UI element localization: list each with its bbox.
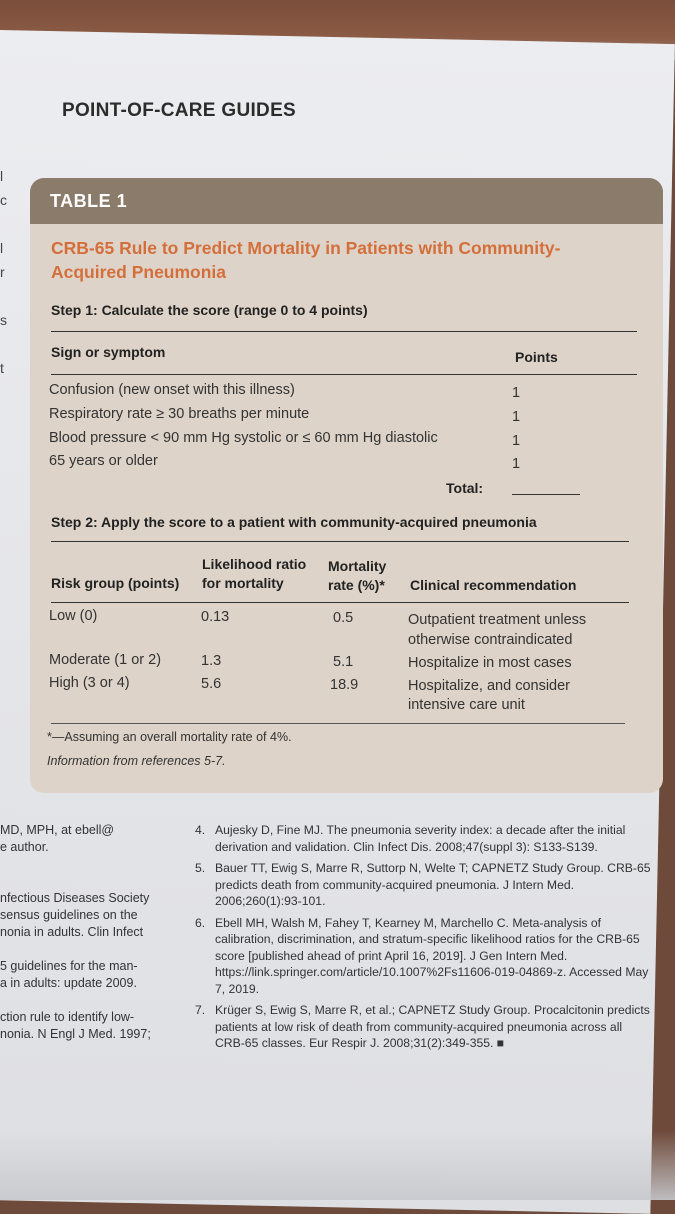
- col-header-line: rate (%)*: [328, 577, 385, 593]
- col-clinical-recommendation: Clinical recommendation: [410, 577, 577, 593]
- margin-fragment: r: [0, 264, 5, 280]
- margin-fragment: [0, 336, 20, 360]
- left-fragment-line: [0, 856, 180, 873]
- divider: [51, 602, 629, 603]
- left-fragment-line: sensus guidelines on the: [0, 908, 138, 922]
- table-source: Information from references 5-7.: [47, 754, 226, 768]
- lr-value: 5.6: [201, 676, 222, 692]
- left-fragment-line: ction rule to identify low-: [0, 1010, 135, 1024]
- sign-age: 65 years or older: [49, 453, 158, 469]
- left-fragment-line: [0, 941, 180, 958]
- left-fragment-line: MD, MPH, at ebell@: [0, 823, 115, 837]
- left-column-fragments: [0, 822, 180, 1043]
- sign-blood-pressure: Blood pressure < 90 mm Hg systolic or ≤ 60 mm Hg diastolic: [49, 430, 438, 446]
- table-title-line: CRB-65 Rule to Predict Mortality in Patients with Community-: [51, 238, 561, 258]
- reference-number: 6.: [195, 915, 206, 930]
- points-value: 1: [512, 433, 521, 449]
- divider: [51, 723, 625, 724]
- risk-moderate: Moderate (1 or 2): [49, 652, 162, 668]
- left-fragment-line: nonia in adults. Clin Infect: [0, 925, 144, 939]
- margin-fragment: [0, 288, 20, 312]
- lr-value: 1.3: [201, 653, 222, 669]
- col-mortality-rate: [328, 557, 386, 595]
- divider: [51, 331, 637, 332]
- risk-high: High (3 or 4): [49, 675, 130, 691]
- table-title: [51, 236, 651, 284]
- col-likelihood-ratio: [202, 555, 306, 593]
- points-value: 1: [512, 456, 521, 472]
- col-sign-or-symptom: Sign or symptom: [51, 344, 166, 360]
- lr-value: 0.13: [201, 609, 230, 625]
- table-footnote: *—Assuming an overall mortality rate of 4%.: [47, 730, 292, 744]
- step1-heading: Step 1: Calculate the score (range 0 to 4 points): [51, 302, 368, 318]
- reference-text: Bauer TT, Ewig S, Marre R, Suttorp N, Welte T; CAPNETZ Study Group. CRB-65 predicts death from community-acquired pneumonia. J Intern Med. 2006;260(1):93-101.: [215, 861, 651, 908]
- reference-text: Ebell MH, Walsh M, Fahey T, Kearney M, Marchello C. Meta-analysis of calibration, discrimination, and stratum-specific likelihood ratios for the CRB-65 score [published ahead of print April 16, 2019]. J Gen Intern Med. https://link.springer.com/article/10.1007%2Fs11606-019-04869-z. Accessed May 7, 2019.: [215, 915, 649, 996]
- sign-respiratory-rate: Respiratory rate ≥ 30 breaths per minute: [49, 406, 310, 422]
- margin-fragment: [0, 216, 20, 240]
- references-list: [195, 822, 655, 1057]
- risk-low: Low (0): [49, 608, 98, 624]
- col-header-line: Likelihood ratio: [202, 556, 307, 572]
- mortality-value: 0.5: [333, 610, 354, 626]
- left-fragment-line: nonia. N Engl J Med. 1997;: [0, 1027, 151, 1041]
- col-points: Points: [515, 349, 558, 365]
- section-header: POINT-OF-CARE GUIDES: [62, 100, 297, 121]
- left-fragment-line: [0, 992, 180, 1009]
- left-margin-fragments: [0, 168, 20, 384]
- left-fragment-line: a in adults: update 2009.: [0, 976, 137, 990]
- reference-text: Aujesky D, Fine MJ. The pneumonia severity index: a decade after the initial derivation and validation. Clin Infect Dis. 2008;47(suppl 3): S133-S139.: [215, 823, 626, 854]
- table-title-line: Acquired Pneumonia: [51, 262, 227, 282]
- points-value: 1: [512, 409, 521, 425]
- recommendation-line: intensive care unit: [408, 697, 525, 713]
- reference-item: [195, 1002, 655, 1052]
- margin-fragment: l: [0, 168, 4, 184]
- step2-heading: Step 2: Apply the score to a patient with community-acquired pneumonia: [51, 514, 537, 530]
- total-blank-line: [512, 494, 580, 495]
- col-header-line: for mortality: [202, 575, 284, 591]
- margin-fragment: t: [0, 360, 4, 376]
- reference-number: 5.: [195, 861, 206, 875]
- sign-confusion: Confusion (new onset with this illness): [49, 382, 295, 398]
- reference-number: 7.: [195, 1003, 206, 1017]
- crb65-table: [30, 178, 663, 793]
- table-label: TABLE 1: [30, 178, 663, 224]
- left-fragment-line: 5 guidelines for the man-: [0, 959, 138, 973]
- total-label: Total:: [446, 480, 484, 496]
- reference-item: [195, 915, 655, 998]
- mortality-value: 5.1: [333, 654, 354, 670]
- reference-text: Krüger S, Ewig S, Marre R, et al.; CAPNETZ Study Group. Procalcitonin predicts patients at low risk of death from community-acquired pneumonia across all CRB-65 classes. Eur Respir J. 2008;31(2):349-355. ■: [215, 1003, 650, 1050]
- margin-fragment: c: [0, 192, 7, 208]
- recommendation-line: Hospitalize, and consider: [408, 678, 571, 694]
- divider: [51, 541, 629, 542]
- reference-item: [195, 860, 655, 910]
- recommendation-line: otherwise contraindicated: [408, 632, 573, 648]
- left-fragment-line: e author.: [0, 840, 49, 854]
- left-fragment-line: nfectious Diseases Society: [0, 891, 150, 905]
- bottom-shadow: [0, 1130, 675, 1200]
- points-value: 1: [512, 385, 521, 401]
- margin-fragment: s: [0, 312, 7, 328]
- mortality-value: 18.9: [330, 677, 359, 693]
- col-header-line: Mortality: [328, 558, 387, 574]
- col-risk-group: Risk group (points): [51, 575, 180, 591]
- margin-fragment: l: [0, 240, 4, 256]
- recommendation-line: Hospitalize in most cases: [408, 655, 572, 671]
- divider: [51, 374, 637, 375]
- left-fragment-line: [0, 873, 180, 890]
- recommendation-line: Outpatient treatment unless: [408, 612, 587, 628]
- reference-item: [195, 822, 655, 855]
- reference-number: 4.: [195, 823, 206, 837]
